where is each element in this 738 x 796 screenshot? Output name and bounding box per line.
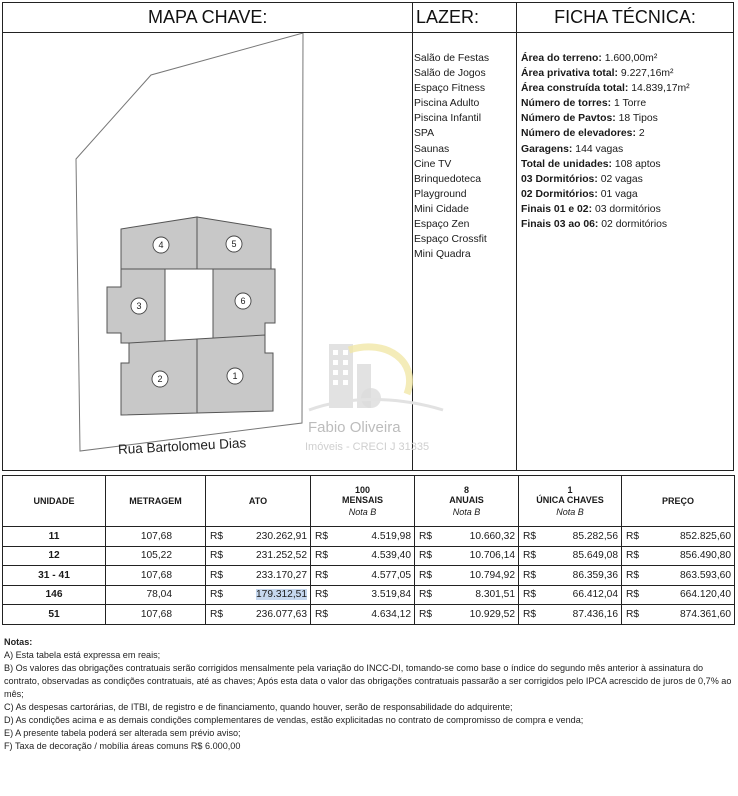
ficha-item: Total de unidades: 108 aptos (521, 158, 661, 170)
ficha-header: FICHA TÉCNICA: (517, 3, 733, 33)
tower-label-5: 5 (231, 239, 237, 249)
lazer-item: Espaço Fitness (414, 83, 486, 95)
map-header: MAPA CHAVE: (3, 3, 412, 33)
col-header-preco: PREÇO (622, 476, 735, 527)
tower-label-4: 4 (158, 240, 164, 250)
lazer-item: Mini Cidade (414, 203, 469, 215)
ficha-list (517, 33, 733, 232)
tower-label-1: 1 (232, 371, 238, 381)
ficha-item: 02 Dormitórios: 01 vaga (521, 188, 638, 200)
lazer-item: Piscina Adulto (414, 98, 480, 110)
col-header-metragem: METRAGEM (106, 476, 206, 527)
table-row: 146 78,04 R$ 179.312,51 R$ 3.519,84 R$ 8.301,51 R$ 66.412,04 R$ 664.120,40 (3, 585, 735, 605)
lazer-item: Piscina Infantil (414, 113, 481, 125)
highlighted-value: 179.312,51 (256, 589, 307, 601)
watermark-subtitle: Imóveis - CRECI J 31335 (305, 441, 430, 453)
tower-label-3: 3 (136, 301, 142, 311)
tower-label-2: 2 (157, 374, 163, 384)
col-header-chaves: 1 ÚNICA CHAVES Nota B (519, 476, 622, 527)
ficha-item: Área construída total: 14.839,17m² (521, 83, 690, 95)
ficha-item: 03 Dormitórios: 02 vagas (521, 173, 643, 185)
ficha-column (517, 3, 733, 470)
ficha-item: Finais 01 e 02: 03 dormitórios (521, 203, 661, 215)
note-item: B) Os valores das obrigações contratuais serão corrigidos mensalmente pela variação do INCC-DI, tomando-se como base o índice do segundo mês anterior à assinatura do contrato, observadas as condições contratuais, até as chaves; Após esta data o valor das obrigações contratuais passarão a ser corrigidos pelo IPCA acrescido de juros de 0,7% ao mês; (4, 663, 732, 699)
lazer-item: Mini Quadra (414, 249, 471, 261)
lazer-item: Cine TV (414, 158, 452, 170)
lazer-list (413, 33, 516, 262)
street-label: Rua Bartolomeu Dias (117, 435, 247, 457)
col-header-unidade: UNIDADE (3, 476, 106, 527)
lazer-item: Espaço Zen (414, 219, 470, 231)
ficha-item: Número de torres: 1 Torre (521, 98, 647, 110)
notes-title: Notas: (4, 637, 33, 647)
note-item: F) Taxa de decoração / mobília áreas comuns R$ 6.000,00 (4, 741, 241, 751)
ficha-item: Área privativa total: 9.227,16m² (521, 68, 674, 80)
note-item: D) As condições acima e as demais condições complementares de vendas, estão explicitadas no contrato de compromisso de compra e venda; (4, 715, 584, 725)
ficha-item: Número de Pavtos: 18 Tipos (521, 113, 658, 125)
note-item: C) As despesas cartorárias, de ITBI, de registro e de financiamento, quando houver, serão de responsabilidade do adquirente; (4, 702, 513, 712)
table-header-row (3, 476, 735, 527)
note-item: E) A presente tabela poderá ser alterada sem prévio aviso; (4, 728, 241, 738)
price-table (2, 475, 735, 625)
table-row: 31 - 41 107,68 R$ 233.170,27 R$ 4.577,05 R$ 10.794,92 R$ 86.359,36 R$ 863.593,60 (3, 566, 735, 586)
table-row: 51 107,68 R$ 236.077,63 R$ 4.634,12 R$ 10.929,52 R$ 87.436,16 R$ 874.361,60 (3, 605, 735, 625)
lazer-item: Brinquedoteca (414, 173, 482, 185)
col-header-mensais: 100 MENSAIS Nota B (311, 476, 415, 527)
lazer-item: Salão de Festas (414, 53, 490, 64)
ficha-item: Número de elevadores: 2 (521, 128, 645, 140)
lazer-item: Salão de Jogos (414, 68, 486, 80)
lazer-item: Espaço Crossfit (414, 234, 487, 246)
notes-section (4, 636, 734, 753)
table-row: 11 107,68 R$ 230.262,91 R$ 4.519,98 R$ 10.660,32 R$ 85.282,56 R$ 852.825,60 (3, 527, 735, 547)
lazer-item: Saunas (414, 143, 450, 155)
tower-label-6: 6 (240, 296, 246, 306)
lazer-item: SPA (414, 128, 435, 140)
lazer-header: LAZER: (413, 3, 516, 33)
watermark-name: Fabio Oliveira (308, 419, 401, 436)
col-header-ato: ATO (206, 476, 311, 527)
lazer-item: Playground (414, 188, 467, 200)
ficha-item: Garagens: 144 vagas (521, 143, 624, 155)
table-row: 12 105,22 R$ 231.252,52 R$ 4.539,40 R$ 10.706,14 R$ 85.649,08 R$ 856.490,80 (3, 546, 735, 566)
col-header-anuais: 8 ANUAIS Nota B (415, 476, 519, 527)
ficha-item: Finais 03 ao 06: 02 dormitórios (521, 219, 668, 231)
note-item: A) Esta tabela está expressa em reais; (4, 650, 161, 660)
ficha-item: Área do terreno: 1.600,00m² (521, 53, 658, 64)
